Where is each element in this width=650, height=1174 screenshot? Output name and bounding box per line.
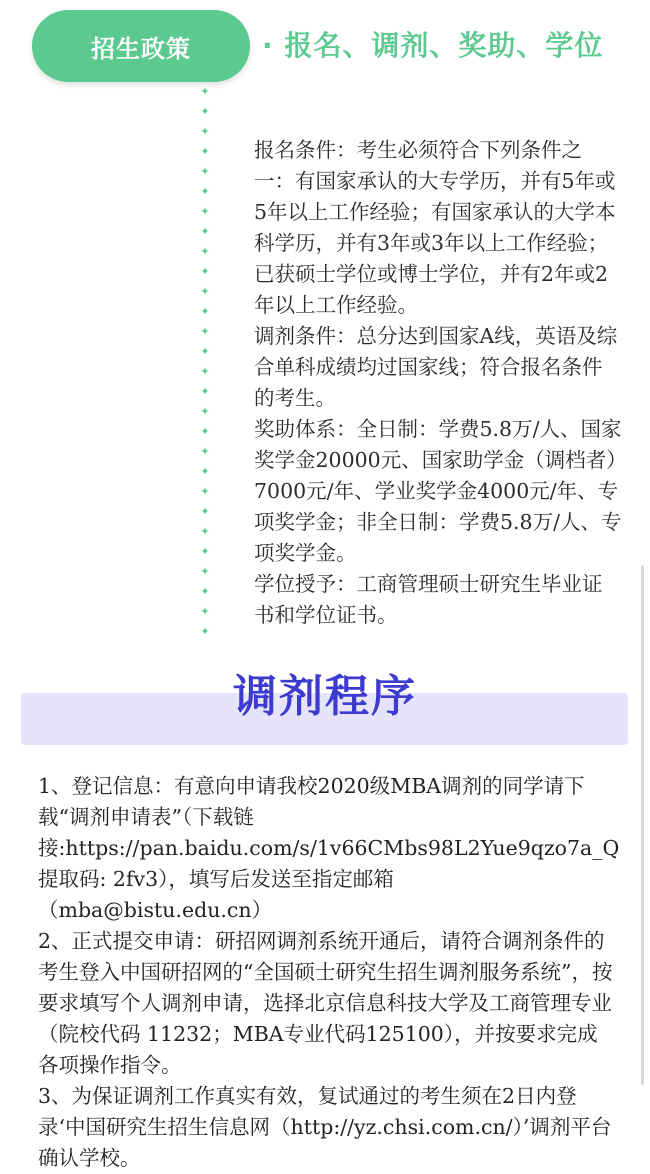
sprout-leaf-icon: ✦ bbox=[200, 585, 210, 598]
policy-paragraph-adjustment: 调剂条件：总分达到国家A线，英语及综合单科成绩均过国家线；符合报名条件的考生。 bbox=[254, 324, 618, 410]
sprout-leaf-icon: ✦ bbox=[200, 345, 210, 358]
sprout-leaf-icon: ✦ bbox=[200, 625, 210, 638]
sprout-leaf-icon: ✦ bbox=[200, 285, 210, 298]
sprout-leaf-icon: ✦ bbox=[200, 205, 210, 218]
sprout-leaf-icon: ✦ bbox=[200, 505, 210, 518]
policy-text-block bbox=[254, 135, 622, 631]
step-item-2: 2、正式提交申请：研招网调剂系统开通后，请符合调剂条件的考生登入中国研招网的“全国硕士研究生招生调剂服务系统”，按要求填写个人调剂申请，选择北京信息科技大学及工商管理专业（院校代码 11232；MBA专业代码125100），并按要求完成各项操作指令。 bbox=[38, 929, 613, 1077]
sprout-leaf-icon: ✦ bbox=[200, 225, 210, 238]
sprout-leaf-icon: ✦ bbox=[200, 565, 210, 578]
sprout-leaf-icon: ✦ bbox=[200, 425, 210, 438]
section-title: 调剂程序 bbox=[233, 671, 417, 722]
procedure-steps bbox=[38, 771, 620, 1174]
sprout-leaf-icon: ✦ bbox=[200, 405, 210, 418]
sprout-leaf-icon: ✦ bbox=[200, 445, 210, 458]
sprout-leaf-icon: ✦ bbox=[200, 165, 210, 178]
topic-title: · 报名、调剂、奖助、学位 bbox=[262, 29, 604, 62]
sprout-leaf-icon: ✦ bbox=[200, 385, 210, 398]
sprout-leaf-icon: ✦ bbox=[200, 365, 210, 378]
step-item-1: 1、登记信息：有意向申请我校2020级MBA调剂的同学请下载“调剂申请表”（下载链接:https://pan.baidu.com/s/1v66CMbs98L2Yue9qzo7a_Q 提取码: 2fv3），填写后发送至指定邮箱（mba@bistu.edu.cn） bbox=[38, 774, 620, 922]
section-pill-recruitment-policy bbox=[32, 10, 250, 82]
sprout-leaf-icon: ✦ bbox=[200, 85, 210, 98]
sprout-leaf-icon: ✦ bbox=[200, 325, 210, 338]
pill-label: 招生政策 bbox=[91, 34, 191, 63]
sprout-leaf-icon: ✦ bbox=[200, 105, 210, 118]
policy-paragraph-degree: 学位授予：工商管理硕士研究生毕业证书和学位证书。 bbox=[254, 572, 603, 627]
sprout-leaf-icon: ✦ bbox=[200, 145, 210, 158]
sprout-leaf-icon: ✦ bbox=[200, 305, 210, 318]
sprout-leaf-icon: ✦ bbox=[200, 485, 210, 498]
sprout-leaf-icon: ✦ bbox=[200, 245, 210, 258]
sprout-leaf-icon: ✦ bbox=[200, 525, 210, 538]
policy-paragraph-registration: 报名条件：考生必须符合下列条件之一：有国家承认的大专学历，并有5年或5年以上工作经验；有国家承认的大学本科学历，并有3年或3年以上工作经验；已获硕士学位或博士学位，并有2年或2年以上工作经验。 bbox=[254, 138, 616, 317]
sprout-leaf-icon: ✦ bbox=[200, 605, 210, 618]
sprout-leaf-icon: ✦ bbox=[200, 545, 210, 558]
sprout-leaf-icon: ✦ bbox=[200, 185, 210, 198]
sprout-leaf-icon: ✦ bbox=[200, 125, 210, 138]
step-item-3: 3、为保证调剂工作真实有效，复试通过的考生须在2日内登录‘中国研究生招生信息网（http://yz.chsi.com.cn/）’调剂平台确认学校。 bbox=[38, 1084, 612, 1170]
sprout-leaf-icon: ✦ bbox=[200, 265, 210, 278]
sprout-leaf-icon: ✦ bbox=[200, 465, 210, 478]
scrollbar[interactable] bbox=[641, 565, 644, 1085]
policy-paragraph-scholarship: 奖助体系：全日制：学费5.8万/人、国家奖学金20000元、国家助学金（调档者）7000元/年、学业奖学金4000元/年、专项奖学金；非全日制：学费5.8万/人、专项奖学金。 bbox=[254, 417, 622, 565]
sprout-vine-icon bbox=[196, 86, 214, 636]
